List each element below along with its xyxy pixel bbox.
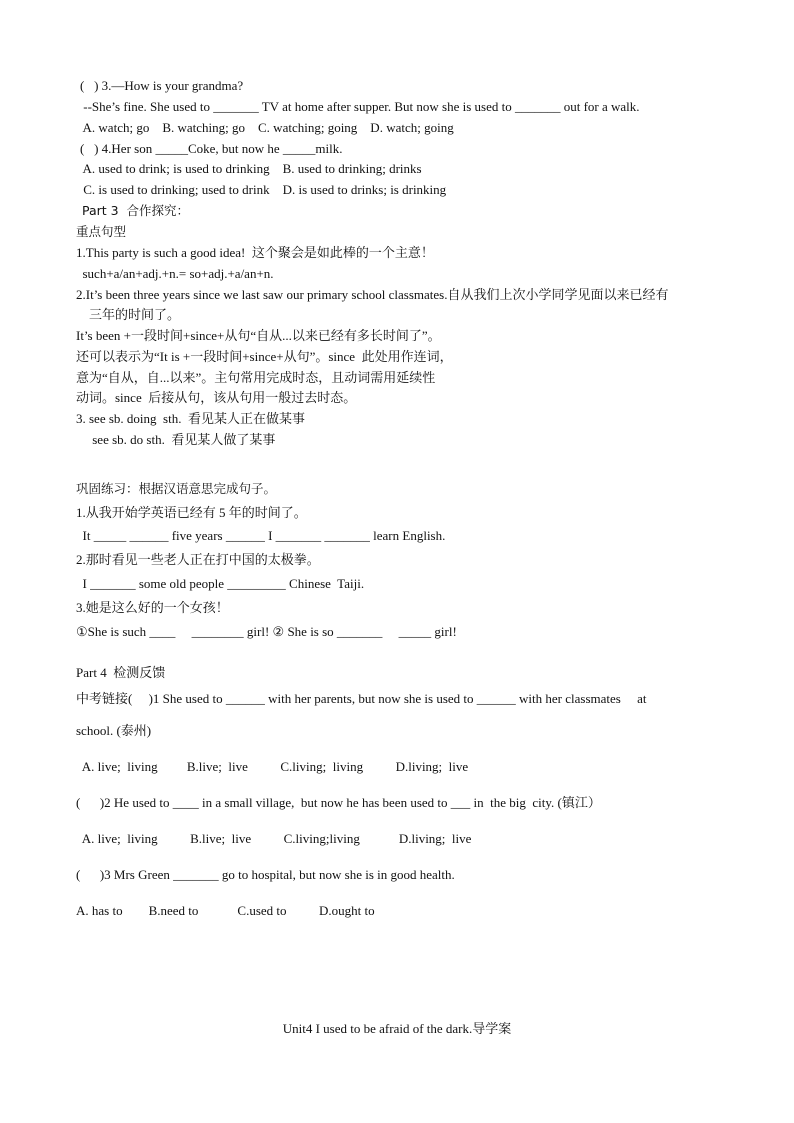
key-sentence-3-b: see sb. do sth. 看见某人做了某事 — [76, 432, 276, 447]
test-question-3: ( )3 Mrs Green _______ go to hospital, but now she is in good health. — [76, 867, 455, 882]
practice-1-english: It _____ ______ five years ______ I _______ _______ learn English. — [76, 528, 446, 543]
key-sentence-2-note-3: 意为“自从，自...以来”。主句常用完成时态，且动词需用延续性 — [76, 370, 436, 385]
practice-heading: 巩固练习：根据汉语意思完成句子。 — [76, 481, 277, 496]
key-sentence-2: 2.It’s been three years since we last saw our primary school classmates.自从我们上次小学同学见面以来已经有 — [76, 287, 669, 302]
test-question-3-options: A. has to B.need to C.used to D.ought to — [76, 903, 375, 918]
part3-heading: Part 3 合作探究： — [78, 203, 190, 218]
key-sentence-2-note-4: 动词。since 后接从句，该从句用一般过去时态。 — [76, 390, 357, 405]
key-sentence-2-note-2: 还可以表示为“It is +一段时间+since+从句”。since 此处用作连词， — [76, 349, 453, 364]
test-question-2-options: A. live; living B.live; live C.living;living D.living; live — [76, 831, 472, 846]
key-sentences-heading: 重点句型 — [76, 224, 127, 239]
question-4: ( ) 4.Her son _____Coke, but now he _____milk. — [80, 141, 343, 156]
practice-3-chinese: 3.她是这么好的一个女孩！ — [76, 600, 229, 615]
question-3-dialog: --She’s fine. She used to _______ TV at home after supper. But now she is used to _______ out for a walk. — [80, 99, 640, 114]
question-3: ( ) 3.—How is your grandma? — [80, 78, 244, 93]
key-sentence-1-formula: such+a/an+adj.+n.= so+adj.+a/an+n. — [76, 266, 274, 281]
practice-2-chinese: 2.那时看见一些老人正在打中国的太极拳。 — [76, 552, 320, 567]
test-question-2: ( )2 He used to ____ in a small village, but now he has been used to ___ in the big city. (镇江） — [76, 795, 601, 810]
practice-3-english: ①She is such ____ ________ girl! ② She is so _______ _____ girl! — [76, 624, 457, 639]
test-question-1: 中考链接( )1 She used to ______ with her parents, but now she is used to ______ with her classmates at — [76, 691, 647, 706]
key-sentence-1: 1.This party is such a good idea! 这个聚会是如此棒的一个主意！ — [76, 245, 434, 260]
key-sentence-2-note-1: It’s been +一段时间+since+从句“自从...以来已经有多长时间了”。 — [76, 328, 441, 343]
page-footer: Unit4 I used to be afraid of the dark.导学案 — [282, 1021, 512, 1036]
question-4-options-ab: A. used to drink; is used to drinking B. used to drinking; drinks — [80, 161, 422, 176]
test-question-1-cont: school. (泰州) — [76, 723, 152, 738]
practice-1-chinese: 1.从我开始学英语已经有 5 年的时间了。 — [76, 505, 307, 520]
question-4-options-cd: C. is used to drinking; used to drink D. is used to drinks; is drinking — [80, 182, 447, 197]
key-sentence-2-cont: 三年的时间了。 — [76, 307, 181, 322]
question-3-options: A. watch; go B. watching; go C. watching; going D. watch; going — [80, 120, 454, 135]
test-question-1-options: A. live; living B.live; live C.living; living D.living; live — [76, 759, 469, 774]
key-sentence-3: 3. see sb. doing sth. 看见某人正在做某事 — [76, 411, 305, 426]
practice-2-english: I _______ some old people _________ Chinese Taiji. — [76, 576, 365, 591]
part4-heading: Part 4 检测反馈 — [76, 665, 166, 680]
